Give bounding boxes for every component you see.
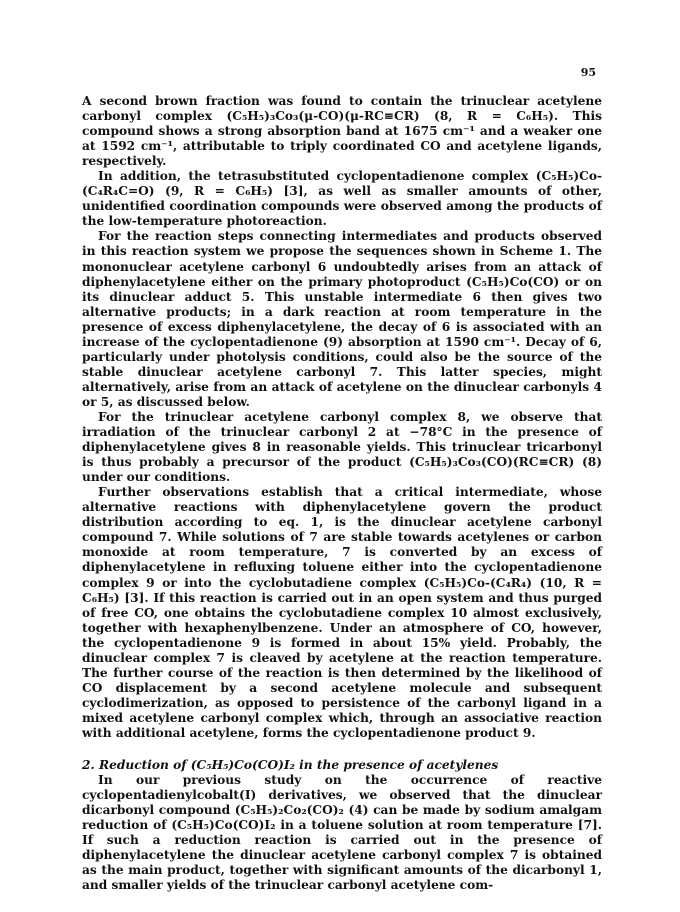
paragraph-4: For the trinuclear acetylene carbonyl complex 8, we observe that irradiation of the trinuclear carbonyl 2 at −78°C in the presence of diphenylacetylene gives 8 in reasonable yields. This trinuclear tricarbonyl is thus probably a precursor of the product (C₅H₅)₃Co₃(CO)(RC≡CR) (8) under our conditions. (82, 409, 602, 485)
paragraph-5: Further observations establish that a critical intermediate, whose alternative reactions with diphenylacetylene govern the product distribution according to eq. 1, is the dinuclear acetylene carbonyl compound 7. While solutions of 7 are stable towards acetylenes or carbon monoxide at room temperature, 7 is converted by an excess of diphenylacetylene in refluxing toluene either into the cyclopentadienone complex 9 or into the cyclobutadiene complex (C₅H₅)Co-(C₄R₄) (10, R = C₆H₅) [3]. If this reaction is carried out in an open system and thus purged of free CO, one obtains the cyclobutadiene complex 10 almost exclusively, together with hexaphenylbenzene. Under an atmosphere of CO, however, the cyclopentadienone 9 is formed in about 15% yield. Probably, the dinuclear complex 7 is cleaved by acetylene at the reaction temperature. The further course of the reaction is then determined by the likelihood of CO displacement by a second acetylene molecule and subsequent cyclodimerization, as opposed to persistence of the carbonyl ligand in a mixed acetylene carbonyl complex which, through an associative reaction with additional acetylene, forms the cyclopentadienone product 9. (82, 485, 602, 740)
body-text (82, 94, 602, 893)
section-heading: 2. Reduction of (C₅H₅)Co(CO)I₂ in the presence of acetylenes (82, 758, 499, 773)
paragraph-6: In our previous study on the occurrence of reactive cyclopentadienylcobalt(I) derivatives, we observed that the dinuclear dicarbonyl compound (C₅H₅)₂Co₂(CO)₂ (4) can be made by sodium amalgam reduction of (C₅H₅)Co(CO)I₂ in a toluene solution at room temperature [7]. If such a reduction reaction is carried out in the presence of diphenylacetylene the dinuclear acetylene carbonyl complex 7 is obtained as the main product, together with significant amounts of the dicarbonyl 1, and smaller yields of the trinuclear carbonyl acetylene com- (82, 773, 602, 893)
paragraph-2: In addition, the tetrasubstituted cyclopentadienone complex (C₅H₅)Co-(C₄R₄C=O) (9, R = C₆H₅) [3], as well as smaller amounts of other, unidentified coordination compounds were observed among the products of the low-temperature photoreaction. (82, 169, 602, 229)
paragraph-1: A second brown fraction was found to contain the trinuclear acetylene carbonyl complex (C₅H₅)₃Co₃(μ-CO)(μ-RC≡CR) (8, R = C₆H₅). This compound shows a strong absorption band at 1675 cm⁻¹ and a weaker one at 1592 cm⁻¹, attributable to triply coordinated CO and acetylene ligands, respectively. (82, 94, 602, 169)
page-number: 95 (580, 66, 596, 79)
paragraph-3: For the reaction steps connecting intermediates and products observed in this reaction system we propose the sequences shown in Scheme 1. The mononuclear acetylene carbonyl 6 undoubtedly arises from an attack of diphenylacetylene either on the primary photoproduct (C₅H₅)Co(CO) or on its dinuclear adduct 5. This unstable intermediate 6 then gives two alternative products; in a dark reaction at room temperature in the presence of excess diphenylacetylene, the decay of 6 is associated with an increase of the cyclopentadienone (9) absorption at 1590 cm⁻¹. Decay of 6, particularly under photolysis conditions, could also be the source of the stable dinuclear acetylene carbonyl 7. This latter species, might alternatively, arise from an attack of acetylene on the dinuclear carbonyls 4 or 5, as discussed below. (82, 229, 602, 409)
